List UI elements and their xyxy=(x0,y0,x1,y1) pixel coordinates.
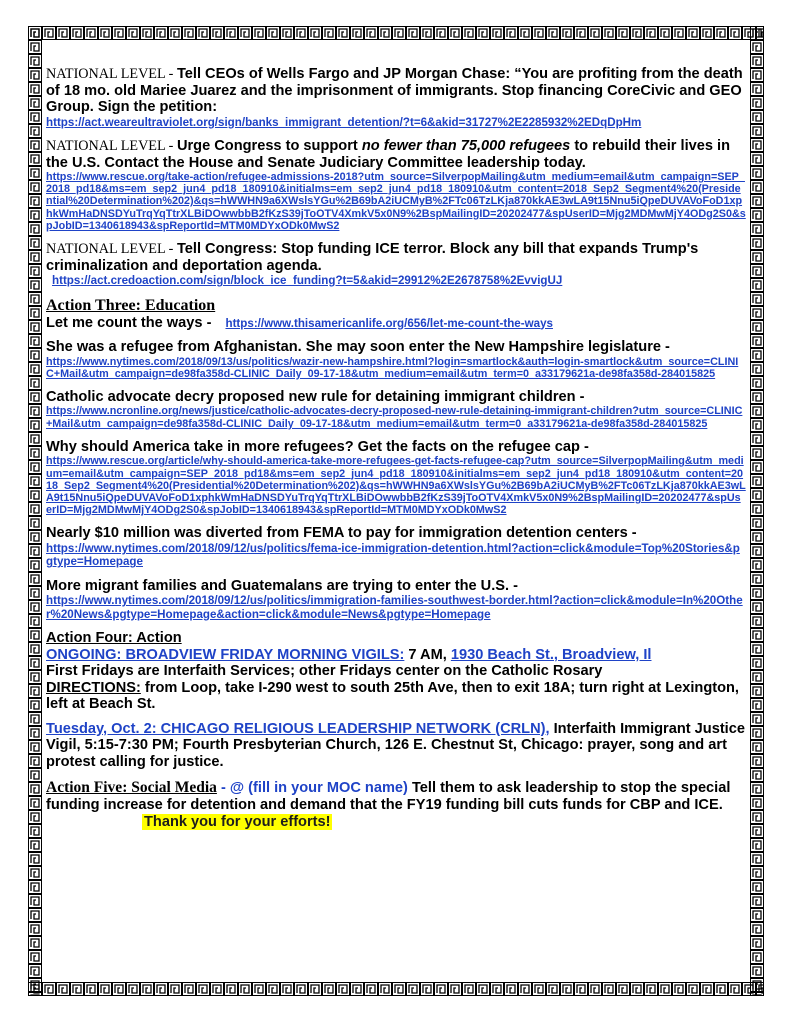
education-item-3 xyxy=(46,389,746,430)
national-item-2 xyxy=(46,138,746,232)
national-item-3 xyxy=(46,241,746,288)
greek-key-border-bottom xyxy=(28,982,764,996)
education-text: Catholic advocate decry proposed new rule for detaining immigrant children - xyxy=(46,388,585,405)
education-text: Nearly $10 million was diverted from FEMA to pay for immigration detention centers - xyxy=(46,525,637,542)
national-text-italic: no fewer than 75,000 refugees xyxy=(361,138,571,154)
education-link[interactable]: https://www.thisamericanlife.org/656/let-me-count-the-ways xyxy=(225,316,553,330)
directions-text: from Loop, take I-290 west to south 25th Ave, then to exit 18A; turn right at Lexington, left at Beach St. xyxy=(46,679,739,713)
greek-key-border-left xyxy=(28,26,42,996)
action-three-heading: Action Three: Education xyxy=(46,296,216,314)
vigil-link[interactable]: ONGOING: BROADVIEW FRIDAY MORNING VIGILS: xyxy=(46,646,405,663)
crln-text: Interfaith Immigrant Justice Vigil, 5:15-7:30 PM; Fourth Presbyterian Church, 126 E. Chestnut St, Chicago: prayer, song and art protest calling for justice. xyxy=(46,720,745,770)
education-item-5 xyxy=(46,525,746,569)
national-lead: NATIONAL LEVEL - xyxy=(46,138,177,154)
thank-you-highlight: Thank you for your efforts! xyxy=(144,813,331,830)
action-five-period: . xyxy=(718,797,723,814)
action-five-dash: - xyxy=(216,780,230,797)
national-text: to rebuild their lives in the U.S. Contact the House and Senate Judiciary Committee leadership today. xyxy=(46,138,731,171)
education-item-1 xyxy=(46,315,746,333)
crln-link[interactable]: Tuesday, Oct. 2: CHICAGO RELIGIOUS LEADERSHIP NETWORK (CRLN), xyxy=(46,720,550,737)
education-link[interactable]: https://www.ncronline.org/news/justice/catholic-advocates-decry-proposed-new-rule-detaining-immigrant-children?utm_source=CLINIC+Mail&utm_campaign=de98fa358d-CLINIC_Daily_09-17-18&utm_medium=email&utm_term=0_a33179621a-de98fa358d-284015825 xyxy=(46,405,743,430)
action-four-section xyxy=(46,630,746,713)
greek-key-border-top xyxy=(28,26,764,40)
page-frame xyxy=(28,26,764,996)
education-item-6 xyxy=(46,578,746,622)
ice-funding-link[interactable]: https://act.credoaction.com/sign/block_ice_funding?t=5&akid=29912%2E2678758%2EvvigUJ xyxy=(52,274,563,288)
education-link[interactable]: https://www.nytimes.com/2018/09/12/us/politics/immigration-families-southwest-border.html?action=click&module=In%20Other%20News&pgtype=Homepage&action=click&module=News&pgtype=Homepage xyxy=(46,594,743,621)
national-lead: NATIONAL LEVEL - xyxy=(46,241,177,258)
national-item-1 xyxy=(46,66,746,129)
action-four-heading: Action Four: Action xyxy=(46,630,182,647)
petition-link[interactable]: https://act.weareultraviolet.org/sign/banks_immigrant_detention/?t=6&akid=31727%2E2285932%2EDqDpHm xyxy=(46,115,642,129)
education-text: More migrant families and Guatemalans are trying to enter the U.S. - xyxy=(46,577,518,594)
national-lead: NATIONAL LEVEL - xyxy=(46,66,177,82)
refugee-admissions-link[interactable]: https://www.rescue.org/take-action/refugee-admissions-2018?utm_source=SilverpopMailing&utm_medium=email&utm_campaign=SEP_2018_pd18&ms=em_sep2_jun4_pd18_180910&initialms=em_sep2_jun4_pd18_180910&utm_content=2018_Sep2_Segment4%20(Presidential%20Determination%202)&qs=hWWHN9a6XWslsYGu%2B69bA2iUCMyB%2FTc06TzLKja870kkAE3wLA9t15Nnu5iQpeDUVAVoFoD1xphkWmHaDNSDYuTrqYqTtrXLBiDOwwbbB2fKzS39jToOTV4XmkV5x0N9%2BspMailingID=20202477&spUserID=Mjg2MDMwMjY4ODg2S0&spJobID=1340618943&spReportId=MTM0MDYxODk0MwS2 xyxy=(46,171,746,232)
vigil-description: First Fridays are Interfaith Services; other Fridays center on the Catholic Rosary xyxy=(46,663,603,680)
action-five-text: Tell them to ask leadership to stop the special funding increase for detention and demand that the FY19 funding bill cuts funds for CBP and ICE xyxy=(46,780,731,814)
education-text: She was a refugee from Afghanistan. She may soon enter the New Hampshire legislature - xyxy=(46,339,670,356)
education-item-2 xyxy=(46,339,746,380)
directions-label: DIRECTIONS: xyxy=(46,679,141,696)
action-five-section xyxy=(46,779,746,830)
moc-placeholder: @ (fill in your MOC name) xyxy=(229,780,408,797)
education-item-4 xyxy=(46,439,746,517)
newsletter-content xyxy=(46,66,746,976)
national-text: Tell Congress: Stop funding ICE terror. Block any bill that expands Trump's criminalization and deportation agenda. xyxy=(46,241,699,274)
action-five-heading: Action Five: Social Media xyxy=(46,779,217,797)
greek-key-border-right xyxy=(750,26,764,996)
education-link[interactable]: https://www.nytimes.com/2018/09/13/us/politics/wazir-new-hampshire.html?login=smartlock&auth=login-smartlock&utm_source=CLINIC+Mail&utm_campaign=de98fa358d-CLINIC_Daily_09-17-18&utm_medium=email&utm_term=0_a33179621a-de98fa358d-284015825 xyxy=(46,355,739,380)
vigil-time: 7 AM, xyxy=(404,646,451,663)
national-text: Tell CEOs of Wells Fargo and JP Morgan Chase: “You are profiting from the death of 18 mo. old Mariee Juarez and the imprisonment of immigrants. Stop financing CoreCivic and GEO Group. Sign the petition: xyxy=(46,66,743,115)
education-link[interactable]: https://www.nytimes.com/2018/09/12/us/politics/fema-ice-immigration-detention.html?action=click&module=Top%20Stories&pgtype=Homepage xyxy=(46,541,740,569)
national-text: Urge Congress to support xyxy=(176,138,362,154)
crln-item xyxy=(46,721,746,771)
vigil-address-link[interactable]: 1930 Beach St., Broadview, Il xyxy=(450,646,652,663)
education-link[interactable]: https://www.rescue.org/article/why-should-america-take-more-refugees-get-facts-refugee-cap?utm_source=SilverpopMailing&utm_medium=email&utm_campaign=SEP_2018_pd18&ms=em_sep2_jun4_pd18_180910&initialms=em_sep2_jun4_pd18_180910&utm_content=2018_Sep2_Segment4%20(Presidential%20Determination%202)&qs=hWWHN9a6XWslsYGu%2B69bA2iUCMyB%2FTc06TzLKja870kkAE3wLA9t15Nnu5iQpeDUVAVoFoD1xphkWmHaDNSDYuTrqYqTtrXLBiDOwwbbB2fKzS39jToOTV4XmkV5x0N9%2BspMailingID=20202477&spUserID=Mjg2MDMwMjY4ODg2S0&spJobID=1340618943&spReportId=MTM0MDYxODk0MwS2 xyxy=(46,455,746,517)
education-text: Why should America take in more refugees? Get the facts on the refugee cap - xyxy=(46,438,589,455)
education-text: Let me count the ways - xyxy=(46,314,216,331)
